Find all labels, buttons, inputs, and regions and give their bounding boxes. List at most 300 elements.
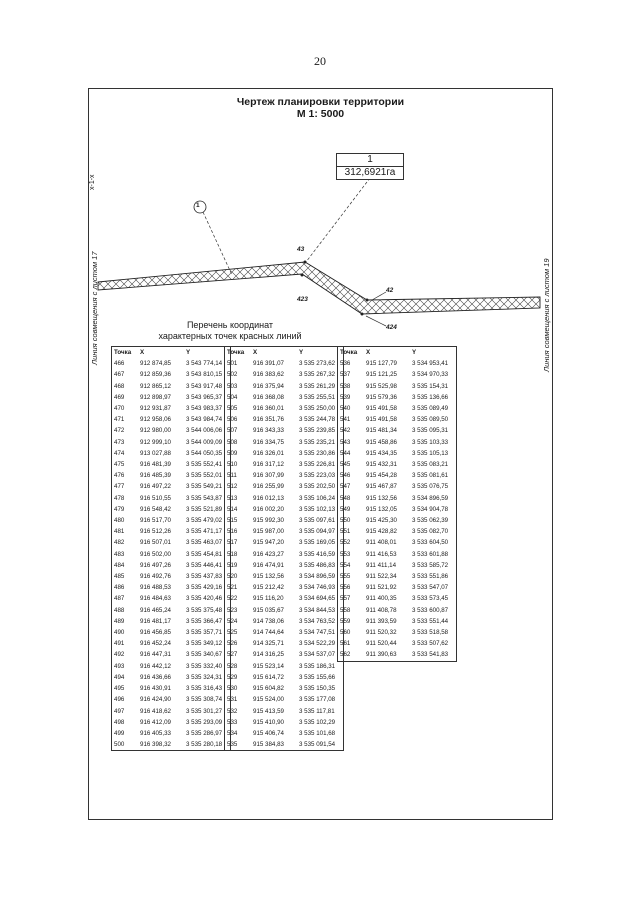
cell-x: 911 522,34 — [366, 573, 397, 581]
cell-x: 915 384,83 — [253, 741, 284, 749]
table-row — [112, 683, 231, 694]
cell-point: 558 — [338, 605, 365, 616]
cell-x: 915 454,28 — [366, 472, 397, 480]
table-row — [225, 616, 344, 627]
cell-x: 916 326,01 — [253, 449, 284, 457]
cell-x: 916 368,08 — [253, 393, 284, 401]
table-row — [112, 571, 231, 582]
cell-point: 523 — [225, 605, 252, 616]
cell-x: 916 391,07 — [253, 360, 284, 368]
cell-y: 3 535 429,16 — [186, 584, 223, 592]
cell-point: 538 — [338, 381, 365, 392]
cell-y: 3 533 604,50 — [412, 539, 449, 547]
cell-y: 3 535 280,18 — [186, 741, 223, 749]
table-row — [225, 717, 344, 728]
cell-x: 915 413,59 — [253, 707, 284, 715]
cell-x: 916 484,63 — [140, 595, 171, 603]
cell-y: 3 535 202,50 — [299, 483, 336, 491]
coordinates-table-2 — [224, 346, 344, 751]
cell-y: 3 543 983,37 — [186, 405, 223, 413]
table-row — [338, 392, 457, 403]
cell-point: 544 — [338, 448, 365, 459]
cell-x: 915 523,14 — [253, 662, 284, 670]
cell-point: 482 — [112, 537, 139, 548]
cell-point: 474 — [112, 448, 139, 459]
cell-y: 3 535 552,41 — [186, 461, 223, 469]
cell-point: 509 — [225, 448, 252, 459]
cell-y: 3 535 089,50 — [412, 416, 449, 424]
cell-y: 3 535 095,31 — [412, 427, 449, 435]
cell-y: 3 535 226,81 — [299, 461, 336, 469]
table-row — [225, 593, 344, 604]
cell-y: 3 535 521,89 — [186, 505, 223, 513]
table-row — [338, 593, 457, 604]
cell-point: 555 — [338, 571, 365, 582]
area-number: 1 — [337, 154, 403, 167]
cell-point: 479 — [112, 504, 139, 515]
point-43-dot — [304, 261, 307, 264]
cell-x: 911 520,44 — [366, 640, 397, 648]
table-row — [112, 448, 231, 459]
cell-point: 519 — [225, 560, 252, 571]
cell-y: 3 535 357,71 — [186, 629, 223, 637]
cell-x: 916 398,32 — [140, 741, 171, 749]
cell-x: 916 447,31 — [140, 651, 171, 659]
cell-x: 915 425,30 — [366, 517, 397, 525]
cell-x: 911 408,78 — [366, 606, 397, 614]
table-row — [225, 537, 344, 548]
table-row — [225, 493, 344, 504]
cell-point: 560 — [338, 627, 365, 638]
cell-y: 3 543 774,14 — [186, 360, 223, 368]
table-row — [112, 459, 231, 470]
cell-point: 473 — [112, 437, 139, 448]
table-row — [112, 627, 231, 638]
table-row — [338, 649, 457, 661]
cell-point: 517 — [225, 537, 252, 548]
cell-y: 3 535 273,62 — [299, 360, 336, 368]
cell-y: 3 534 747,51 — [299, 629, 336, 637]
cell-x: 916 430,91 — [140, 685, 171, 693]
table-row — [225, 571, 344, 582]
cell-y: 3 535 154,31 — [412, 382, 449, 390]
table-row — [338, 381, 457, 392]
table-row — [112, 593, 231, 604]
table-row — [338, 616, 457, 627]
point-423-dot — [301, 274, 304, 277]
table-row — [225, 560, 344, 571]
caption-line-2: характерных точек красных линий — [158, 331, 302, 341]
table-row — [112, 717, 231, 728]
cell-x: 913 027,88 — [140, 449, 171, 457]
cell-point: 550 — [338, 515, 365, 526]
header-x: X — [366, 349, 371, 356]
header-point: Точка — [338, 347, 365, 359]
table-row — [338, 369, 457, 380]
cell-y: 3 535 286,97 — [186, 729, 223, 737]
cell-x: 916 383,62 — [253, 371, 284, 379]
cell-x: 912 865,12 — [140, 382, 171, 390]
cell-x: 912 874,85 — [140, 360, 171, 368]
cell-point: 485 — [112, 571, 139, 582]
table-row — [338, 571, 457, 582]
cell-x: 915 127,79 — [366, 360, 397, 368]
cell-x: 915 432,31 — [366, 461, 397, 469]
cell-y: 3 535 316,43 — [186, 685, 223, 693]
cell-x: 915 491,58 — [366, 405, 397, 413]
table-row — [112, 616, 231, 627]
cell-point: 536 — [338, 358, 365, 369]
table-row — [225, 549, 344, 560]
cell-x: 916 375,94 — [253, 382, 284, 390]
title-line-1: Чертеж планировки территории — [236, 96, 405, 108]
cell-y: 3 533 551,86 — [412, 573, 449, 581]
area-box — [336, 153, 404, 180]
table-row — [225, 403, 344, 414]
cell-x: 916 307,99 — [253, 472, 284, 480]
table-row — [112, 739, 231, 751]
cell-x: 915 116,20 — [253, 595, 284, 603]
cell-x: 916 012,13 — [253, 494, 284, 502]
cell-x: 916 456,85 — [140, 629, 171, 637]
cell-y: 3 535 244,78 — [299, 416, 336, 424]
cell-y: 3 533 573,45 — [412, 595, 449, 603]
cell-point: 471 — [112, 414, 139, 425]
cell-point: 490 — [112, 627, 139, 638]
cell-y: 3 535 416,59 — [299, 550, 336, 558]
point-label-43: 43 — [297, 246, 305, 253]
cell-x: 912 898,97 — [140, 393, 171, 401]
table-row — [225, 515, 344, 526]
cell-point: 531 — [225, 694, 252, 705]
header-y: Y — [299, 349, 304, 356]
table-row — [225, 470, 344, 481]
cell-x: 912 999,10 — [140, 438, 171, 446]
cell-y: 3 533 600,87 — [412, 606, 449, 614]
table-row — [225, 437, 344, 448]
cell-point: 467 — [112, 369, 139, 380]
cell-x: 915 132,56 — [253, 573, 284, 581]
cell-point: 533 — [225, 717, 252, 728]
table-row — [112, 728, 231, 739]
table-row — [225, 638, 344, 649]
table-row — [338, 537, 457, 548]
cell-point: 486 — [112, 582, 139, 593]
cell-point: 491 — [112, 638, 139, 649]
area-value: 312,6921га — [344, 167, 396, 178]
cell-y: 3 535 366,47 — [186, 617, 223, 625]
cell-point: 481 — [112, 526, 139, 537]
table-row — [225, 448, 344, 459]
table-row — [112, 661, 231, 672]
cell-point: 540 — [338, 403, 365, 414]
cell-y: 3 535 136,66 — [412, 393, 449, 401]
cell-y: 3 535 235,21 — [299, 438, 336, 446]
table-row — [225, 369, 344, 380]
cell-point: 480 — [112, 515, 139, 526]
table-row — [225, 358, 344, 369]
table-row — [112, 694, 231, 705]
cell-x: 911 416,53 — [366, 550, 397, 558]
leader-line-42 — [372, 292, 386, 300]
cell-x: 916 502,00 — [140, 550, 171, 558]
cell-point: 510 — [225, 459, 252, 470]
cell-y: 3 535 375,48 — [186, 606, 223, 614]
cell-point: 543 — [338, 437, 365, 448]
cell-point: 542 — [338, 425, 365, 436]
cell-y: 3 535 293,09 — [186, 718, 223, 726]
cell-point: 488 — [112, 605, 139, 616]
cell-y: 3 535 250,00 — [299, 405, 336, 413]
cell-y: 3 535 267,32 — [299, 371, 336, 379]
cell-point: 535 — [225, 739, 252, 751]
cell-y: 3 543 810,15 — [186, 371, 223, 379]
cell-x: 916 465,24 — [140, 606, 171, 614]
table-row — [225, 683, 344, 694]
table-row — [338, 526, 457, 537]
cell-point: 559 — [338, 616, 365, 627]
cell-y: 3 535 105,13 — [412, 449, 449, 457]
table-header-row — [338, 347, 457, 359]
cell-point: 522 — [225, 593, 252, 604]
cell-x: 916 412,09 — [140, 718, 171, 726]
table-row — [338, 425, 457, 436]
cell-x: 915 132,56 — [366, 494, 397, 502]
cell-y: 3 543 984,74 — [186, 416, 223, 424]
cell-x: 915 947,20 — [253, 539, 284, 547]
cell-y: 3 535 083,21 — [412, 461, 449, 469]
cell-x: 916 002,20 — [253, 505, 284, 513]
cell-point: 541 — [338, 414, 365, 425]
table-row — [112, 605, 231, 616]
cell-point: 500 — [112, 739, 139, 751]
cell-point: 492 — [112, 649, 139, 660]
cell-y: 3 535 177,08 — [299, 696, 336, 704]
cell-x: 916 492,76 — [140, 573, 171, 581]
north-mark: х-1-х — [89, 174, 96, 190]
table-row — [225, 672, 344, 683]
cell-point: 504 — [225, 392, 252, 403]
cell-point: 477 — [112, 481, 139, 492]
cell-point: 551 — [338, 526, 365, 537]
cell-point: 470 — [112, 403, 139, 414]
cell-point: 526 — [225, 638, 252, 649]
table-row — [338, 493, 457, 504]
table-header-row — [112, 347, 231, 359]
cell-point: 561 — [338, 638, 365, 649]
leader-line-marker — [203, 212, 232, 275]
table-row — [112, 470, 231, 481]
table-row — [112, 392, 231, 403]
cell-point: 527 — [225, 649, 252, 660]
coordinates-table-1 — [111, 346, 231, 751]
table-row — [338, 403, 457, 414]
cell-x: 916 517,70 — [140, 517, 171, 525]
cell-y: 3 535 186,31 — [299, 662, 336, 670]
point-label-423: 423 — [297, 296, 308, 303]
header-point: Точка — [112, 347, 139, 359]
cell-x: 916 510,55 — [140, 494, 171, 502]
table-row — [338, 448, 457, 459]
table-row — [112, 403, 231, 414]
cell-y: 3 533 551,44 — [412, 617, 449, 625]
cell-y: 3 533 507,62 — [412, 640, 449, 648]
cell-point: 478 — [112, 493, 139, 504]
coordinates-caption — [140, 320, 320, 342]
cell-y: 3 543 917,48 — [186, 382, 223, 390]
cell-y: 3 544 009,09 — [186, 438, 223, 446]
cell-y: 3 534 522,29 — [299, 640, 336, 648]
table-row — [338, 358, 457, 369]
cell-x: 916 452,24 — [140, 640, 171, 648]
cell-point: 553 — [338, 549, 365, 560]
table-row — [112, 638, 231, 649]
cell-x: 916 474,91 — [253, 561, 284, 569]
cell-y: 3 535 103,33 — [412, 438, 449, 446]
table-row — [112, 560, 231, 571]
cell-y: 3 535 102,29 — [299, 718, 336, 726]
table-row — [338, 627, 457, 638]
cell-y: 3 535 552,01 — [186, 472, 223, 480]
cell-point: 499 — [112, 728, 139, 739]
cell-point: 518 — [225, 549, 252, 560]
table-row — [338, 582, 457, 593]
cell-point: 484 — [112, 560, 139, 571]
cell-y: 3 535 223,03 — [299, 472, 336, 480]
table-row — [112, 672, 231, 683]
cell-point: 530 — [225, 683, 252, 694]
header-x: X — [140, 349, 145, 356]
table-row — [112, 437, 231, 448]
table-row — [112, 425, 231, 436]
table-row — [338, 504, 457, 515]
cell-x: 916 360,01 — [253, 405, 284, 413]
cell-y: 3 535 062,39 — [412, 517, 449, 525]
leader-line-area — [306, 178, 370, 262]
point-label-42: 42 — [386, 287, 394, 294]
cell-point: 528 — [225, 661, 252, 672]
cell-point: 483 — [112, 549, 139, 560]
cell-point: 520 — [225, 571, 252, 582]
cell-y: 3 535 106,24 — [299, 494, 336, 502]
table-row — [225, 481, 344, 492]
red-line-corridor — [98, 262, 540, 314]
cell-x: 915 410,90 — [253, 718, 284, 726]
table-row — [225, 649, 344, 660]
table-row — [338, 437, 457, 448]
cell-x: 911 521,92 — [366, 584, 397, 592]
cell-y: 3 535 150,35 — [299, 685, 336, 693]
cell-y: 3 544 050,35 — [186, 449, 223, 457]
cell-y: 3 535 446,41 — [186, 561, 223, 569]
cell-y: 3 535 420,46 — [186, 595, 223, 603]
cell-y: 3 535 081,61 — [412, 472, 449, 480]
cell-y: 3 535 486,83 — [299, 561, 336, 569]
cell-point: 498 — [112, 717, 139, 728]
cell-x: 915 035,67 — [253, 606, 284, 614]
cell-x: 915 428,82 — [366, 528, 397, 536]
cell-y: 3 533 518,58 — [412, 629, 449, 637]
cell-x: 916 424,90 — [140, 696, 171, 704]
table-row — [112, 414, 231, 425]
cell-x: 915 458,86 — [366, 438, 397, 446]
table-row — [112, 649, 231, 660]
table-header-row — [225, 347, 344, 359]
cell-point: 505 — [225, 403, 252, 414]
cell-point: 547 — [338, 481, 365, 492]
cell-y: 3 534 896,59 — [412, 494, 449, 502]
cell-y: 3 535 261,29 — [299, 382, 336, 390]
cell-y: 3 535 340,67 — [186, 651, 223, 659]
cell-point: 466 — [112, 358, 139, 369]
cell-point: 508 — [225, 437, 252, 448]
cell-x: 916 481,17 — [140, 617, 171, 625]
cell-x: 915 434,35 — [366, 449, 397, 457]
cell-point: 507 — [225, 425, 252, 436]
cell-point: 501 — [225, 358, 252, 369]
table-row — [225, 739, 344, 751]
cell-y: 3 543 965,37 — [186, 393, 223, 401]
cell-point: 537 — [338, 369, 365, 380]
cell-y: 3 535 471,17 — [186, 528, 223, 536]
cell-point: 475 — [112, 459, 139, 470]
cell-point: 546 — [338, 470, 365, 481]
cell-x: 916 507,01 — [140, 539, 171, 547]
cell-x: 916 255,99 — [253, 483, 284, 491]
table-row — [225, 661, 344, 672]
cell-y: 3 534 970,33 — [412, 371, 449, 379]
table-row — [225, 381, 344, 392]
table-row — [338, 638, 457, 649]
cell-point: 529 — [225, 672, 252, 683]
cell-x: 916 351,76 — [253, 416, 284, 424]
left-match-line-label: Линия совмещения с листом 17 — [90, 251, 99, 365]
cell-x: 911 520,32 — [366, 629, 397, 637]
cell-point: 468 — [112, 381, 139, 392]
cell-y: 3 535 479,02 — [186, 517, 223, 525]
cell-x: 911 411,14 — [366, 561, 397, 569]
header-x: X — [253, 349, 258, 356]
table-row — [225, 414, 344, 425]
cell-point: 562 — [338, 649, 365, 661]
cell-x: 916 497,22 — [140, 483, 171, 491]
cell-x: 915 614,72 — [253, 673, 284, 681]
cell-point: 496 — [112, 694, 139, 705]
cell-point: 525 — [225, 627, 252, 638]
cell-x: 916 418,62 — [140, 707, 171, 715]
table-row — [112, 381, 231, 392]
cell-x: 915 579,36 — [366, 393, 397, 401]
cell-point: 539 — [338, 392, 365, 403]
cell-y: 3 535 239,85 — [299, 427, 336, 435]
cell-y: 3 535 301,27 — [186, 707, 223, 715]
cell-y: 3 535 169,05 — [299, 539, 336, 547]
cell-x: 914 738,06 — [253, 617, 284, 625]
cell-y: 3 535 089,49 — [412, 405, 449, 413]
table-row — [225, 425, 344, 436]
cell-x: 914 744,64 — [253, 629, 284, 637]
cell-y: 3 535 230,86 — [299, 449, 336, 457]
table-row — [225, 728, 344, 739]
cell-x: 915 121,25 — [366, 371, 397, 379]
cell-y: 3 535 082,70 — [412, 528, 449, 536]
table-row — [112, 526, 231, 537]
cell-x: 916 423,27 — [253, 550, 284, 558]
header-y: Y — [186, 349, 191, 356]
cell-y: 3 534 896,59 — [299, 573, 336, 581]
table-row — [338, 549, 457, 560]
cell-point: 557 — [338, 593, 365, 604]
